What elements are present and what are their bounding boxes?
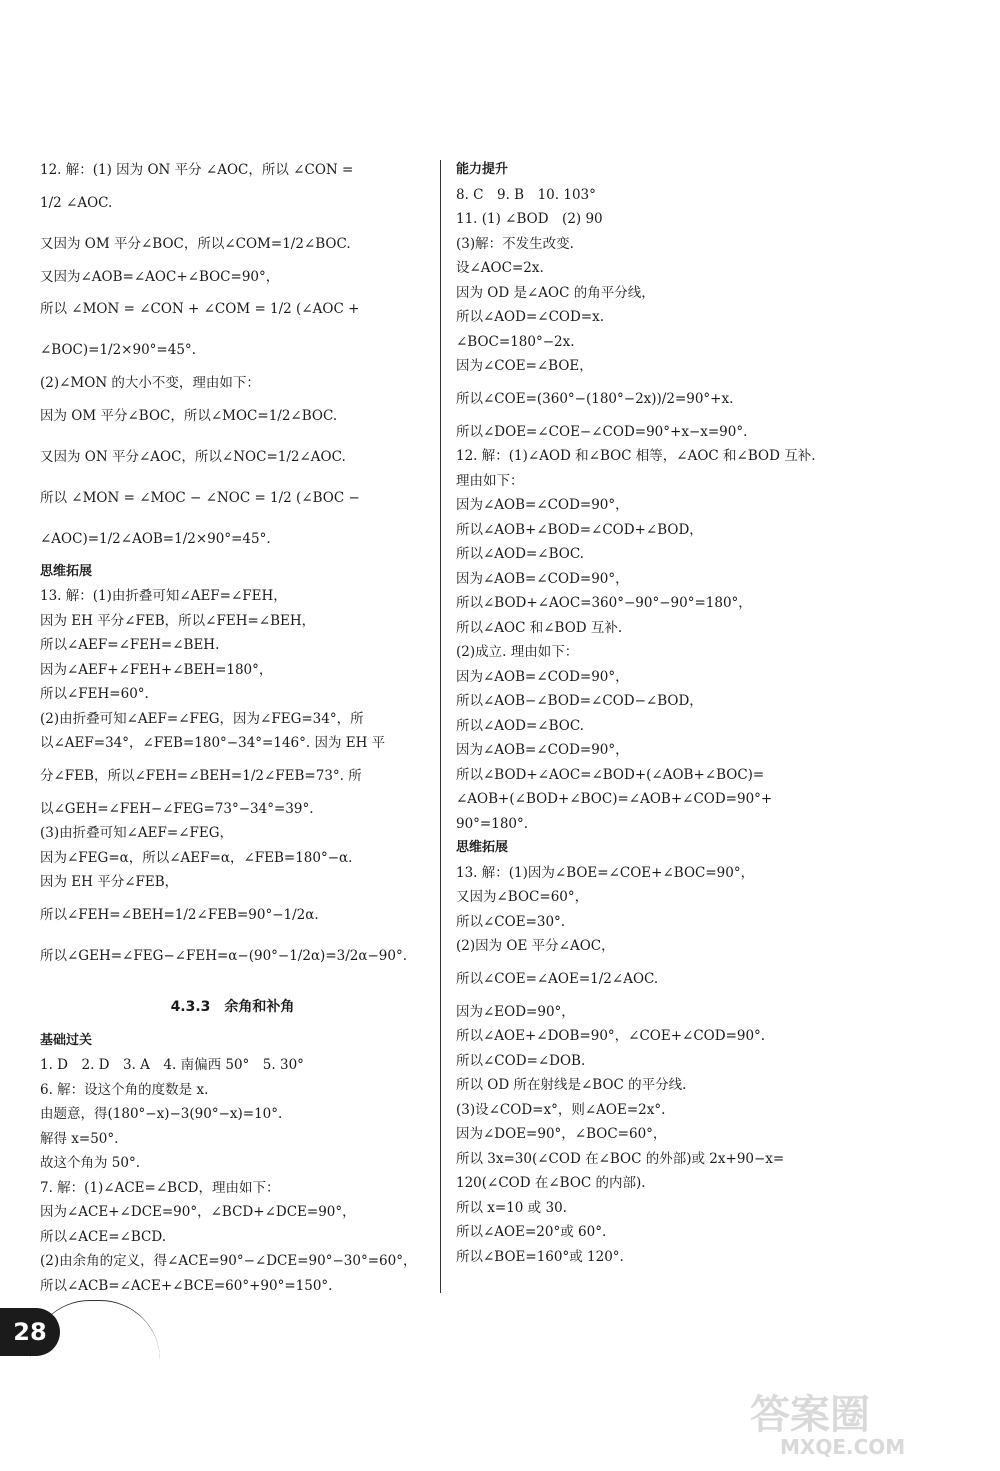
- text-line: (3)设∠COD=x°，则∠AOE=2x°.: [456, 1101, 666, 1118]
- text-line: 所以∠COE=30°.: [456, 913, 566, 930]
- watermark-url: MXQE.COM: [780, 1435, 906, 1459]
- text-line: 所以∠AOE+∠DOB=90°，∠COE+∠COD=90°.: [456, 1028, 766, 1044]
- text-line: (3)由折叠可知∠AEF=∠FEG，: [40, 825, 234, 841]
- text-line: (2)∠MON 的大小不变，理由如下：: [40, 375, 260, 391]
- text-line: 所以∠AOD=∠BOC.: [456, 717, 584, 734]
- text-line: 因为∠AOB=∠COD=90°，: [456, 497, 629, 513]
- text-line: 所以∠ACE=∠BCD.: [40, 1228, 167, 1245]
- text-line: 因为∠AOB=∠COD=90°，: [456, 570, 629, 587]
- text-line: (2)由折叠可知∠AEF=∠FEG，因为∠FEG=34°，所: [40, 710, 364, 727]
- text-line: 因为∠ACE+∠DCE=90°，∠BCD+∠DCE=90°，: [40, 1204, 356, 1220]
- text-line: 以∠AEF=34°，∠FEB=180°−34°=146°. 因为 EH 平: [40, 735, 386, 751]
- text-line: 因为 EH 平分∠FEB，所以∠FEH=∠BEH，: [40, 612, 316, 629]
- text-line: 因为∠EOD=90°，: [456, 1003, 575, 1020]
- text-line: 所以∠AOD=∠BOC.: [456, 546, 584, 562]
- text-line: 7. 解：(1)∠ACE=∠BCD，理由如下：: [40, 1179, 280, 1196]
- text-line: (3)解：不发生改变.: [456, 235, 574, 252]
- text-line: 所以∠AOB−∠BOD=∠COD−∠BOD，: [456, 693, 703, 709]
- text-line: 又因为 OM 平分∠BOC，所以∠COM=1/2∠BOC.: [40, 235, 351, 252]
- text-line: 解得 x=50°.: [40, 1130, 119, 1147]
- watermark-logo: [740, 1380, 980, 1460]
- text-line: ∠AOB+(∠BOD+∠BOC)=∠AOB+∠COD=90°+: [456, 791, 773, 807]
- text-line: 8. C 9. B 10. 103°: [456, 186, 596, 203]
- text-line: 1/2 ∠AOC.: [40, 194, 113, 211]
- text-line: 所以∠GEH=∠FEG−∠FEH=α−(90°−1/2α)=3/2α−90°.: [40, 947, 408, 964]
- section-heading: 思维拓展: [456, 840, 509, 855]
- text-line: 因为∠AOB=∠COD=90°，: [456, 668, 629, 685]
- text-line: 所以∠BOE=160°或 120°.: [456, 1248, 624, 1265]
- text-line: (2)成立. 理由如下：: [456, 644, 579, 660]
- section-heading: 思维拓展: [40, 563, 93, 579]
- text-line: 所以∠DOE=∠COE−∠COD=90°+x−x=90°.: [456, 423, 748, 440]
- text-line: 所以∠AOC 和∠BOD 互补.: [456, 619, 623, 636]
- column-divider: [440, 160, 441, 1293]
- text-line: 120(∠COD 在∠BOC 的内部).: [456, 1175, 646, 1191]
- section-heading: 基础过关: [40, 1032, 93, 1048]
- text-line: 13. 解：(1)由折叠可知∠AEF=∠FEH，: [40, 588, 287, 604]
- text-line: ∠BOC)=1/2×90°=45°.: [40, 342, 196, 358]
- text-line: 所以∠COE=∠AOE=1/2∠AOC.: [456, 970, 659, 987]
- section-title: 4.3.3 余角和补角: [170, 998, 295, 1015]
- text-line: 分∠FEB，所以∠FEH=∠BEH=1/2∠FEB=73°. 所: [40, 767, 362, 784]
- text-line: 所以∠AOE=20°或 60°.: [456, 1224, 607, 1240]
- text-line: 12. 解：(1)∠AOD 和∠BOC 相等，∠AOC 和∠BOD 互补.: [456, 448, 816, 464]
- text-line: 又因为∠BOC=60°，: [456, 889, 589, 905]
- text-line: 所以∠COD=∠DOB.: [456, 1052, 586, 1069]
- text-line: 因为 EH 平分∠FEB，: [40, 874, 179, 890]
- text-line: 所以∠AOB+∠BOD=∠COD+∠BOD，: [456, 521, 703, 538]
- text-line: 理由如下：: [456, 472, 524, 489]
- text-line: 13. 解：(1)因为∠BOE=∠COE+∠BOC=90°，: [456, 864, 755, 881]
- text-line: 因为∠COE=∠BOE，: [456, 358, 593, 374]
- text-line: 所以∠ACB=∠ACE+∠BCE=60°+90°=150°.: [40, 1277, 333, 1294]
- text-line: (2)由余角的定义，得∠ACE=90°−∠DCE=90°−30°=60°，: [40, 1253, 417, 1269]
- text-line: ∠BOC=180°−2x.: [456, 333, 575, 350]
- text-line: 所以∠FEH=60°.: [40, 686, 149, 702]
- text-line: 因为 OM 平分∠BOC，所以∠MOC=1/2∠BOC.: [40, 407, 338, 424]
- text-line: ∠AOC)=1/2∠AOB=1/2×90°=45°.: [40, 530, 271, 547]
- text-line: 11. (1) ∠BOD (2) 90: [456, 211, 603, 227]
- text-line: 又因为∠AOB=∠AOC+∠BOC=90°，: [40, 268, 280, 285]
- text-line: 所以 ∠MON = ∠CON + ∠COM = 1/2 (∠AOC +: [40, 301, 360, 317]
- text-line: 所以 OD 所在射线是∠BOC 的平分线.: [456, 1077, 687, 1093]
- text-line: 因为 OD 是∠AOC 的角平分线，: [456, 284, 655, 301]
- text-line: 所以∠AEF=∠FEH=∠BEH.: [40, 637, 220, 653]
- text-line: 故这个角为 50°.: [40, 1155, 141, 1171]
- text-line: 因为∠DOE=90°，∠BOC=60°，: [456, 1126, 667, 1142]
- text-line: 所以∠FEH=∠BEH=1/2∠FEB=90°−1/2α.: [40, 906, 319, 923]
- right-column: [456, 158, 841, 1269]
- text-line: 所以 3x=30(∠COD 在∠BOC 的外部)或 2x+90−x=: [456, 1150, 785, 1167]
- left-column: [40, 158, 425, 1298]
- text-line: 设∠AOC=2x.: [456, 260, 544, 276]
- watermark-text: 答案圈: [750, 1392, 870, 1438]
- text-line: 1. D 2. D 3. A 4. 南偏西 50° 5. 30°: [40, 1057, 304, 1073]
- text-line: 因为∠AEF+∠FEH+∠BEH=180°，: [40, 661, 273, 678]
- text-line: 所以∠BOD+∠AOC=360°−90°−90°=180°，: [456, 595, 752, 611]
- text-line: 90°=180°.: [456, 815, 529, 832]
- section-heading: 能力提升: [456, 162, 509, 177]
- text-line: 所以∠AOD=∠COD=x.: [456, 309, 605, 325]
- text-line: 因为∠AOB=∠COD=90°，: [456, 742, 629, 758]
- text-line: 所以 ∠MON = ∠MOC − ∠NOC = 1/2 (∠BOC −: [40, 489, 360, 506]
- page-number: 28: [0, 1308, 60, 1356]
- text-line: 6. 解：设这个角的度数是 x.: [40, 1081, 209, 1098]
- text-line: 所以∠BOD+∠AOC=∠BOD+(∠AOB+∠BOC)=: [456, 766, 765, 783]
- text-line: 以∠GEH=∠FEH−∠FEG=73°−34°=39°.: [40, 800, 314, 817]
- text-line: 因为∠FEG=α，所以∠AEF=α，∠FEB=180°−α.: [40, 849, 353, 866]
- text-line: (2)因为 OE 平分∠AOC，: [456, 938, 615, 954]
- text-line: 由题意，得(180°−x)−3(90°−x)=10°.: [40, 1106, 283, 1122]
- text-line: 12. 解：(1) 因为 ON 平分 ∠AOC，所以 ∠CON =: [40, 162, 354, 178]
- text-line: 又因为 ON 平分∠AOC，所以∠NOC=1/2∠AOC.: [40, 448, 346, 465]
- text-line: 所以 x=10 或 30.: [456, 1199, 567, 1216]
- text-line: 所以∠COE=(360°−(180°−2x))/2=90°+x.: [456, 390, 734, 407]
